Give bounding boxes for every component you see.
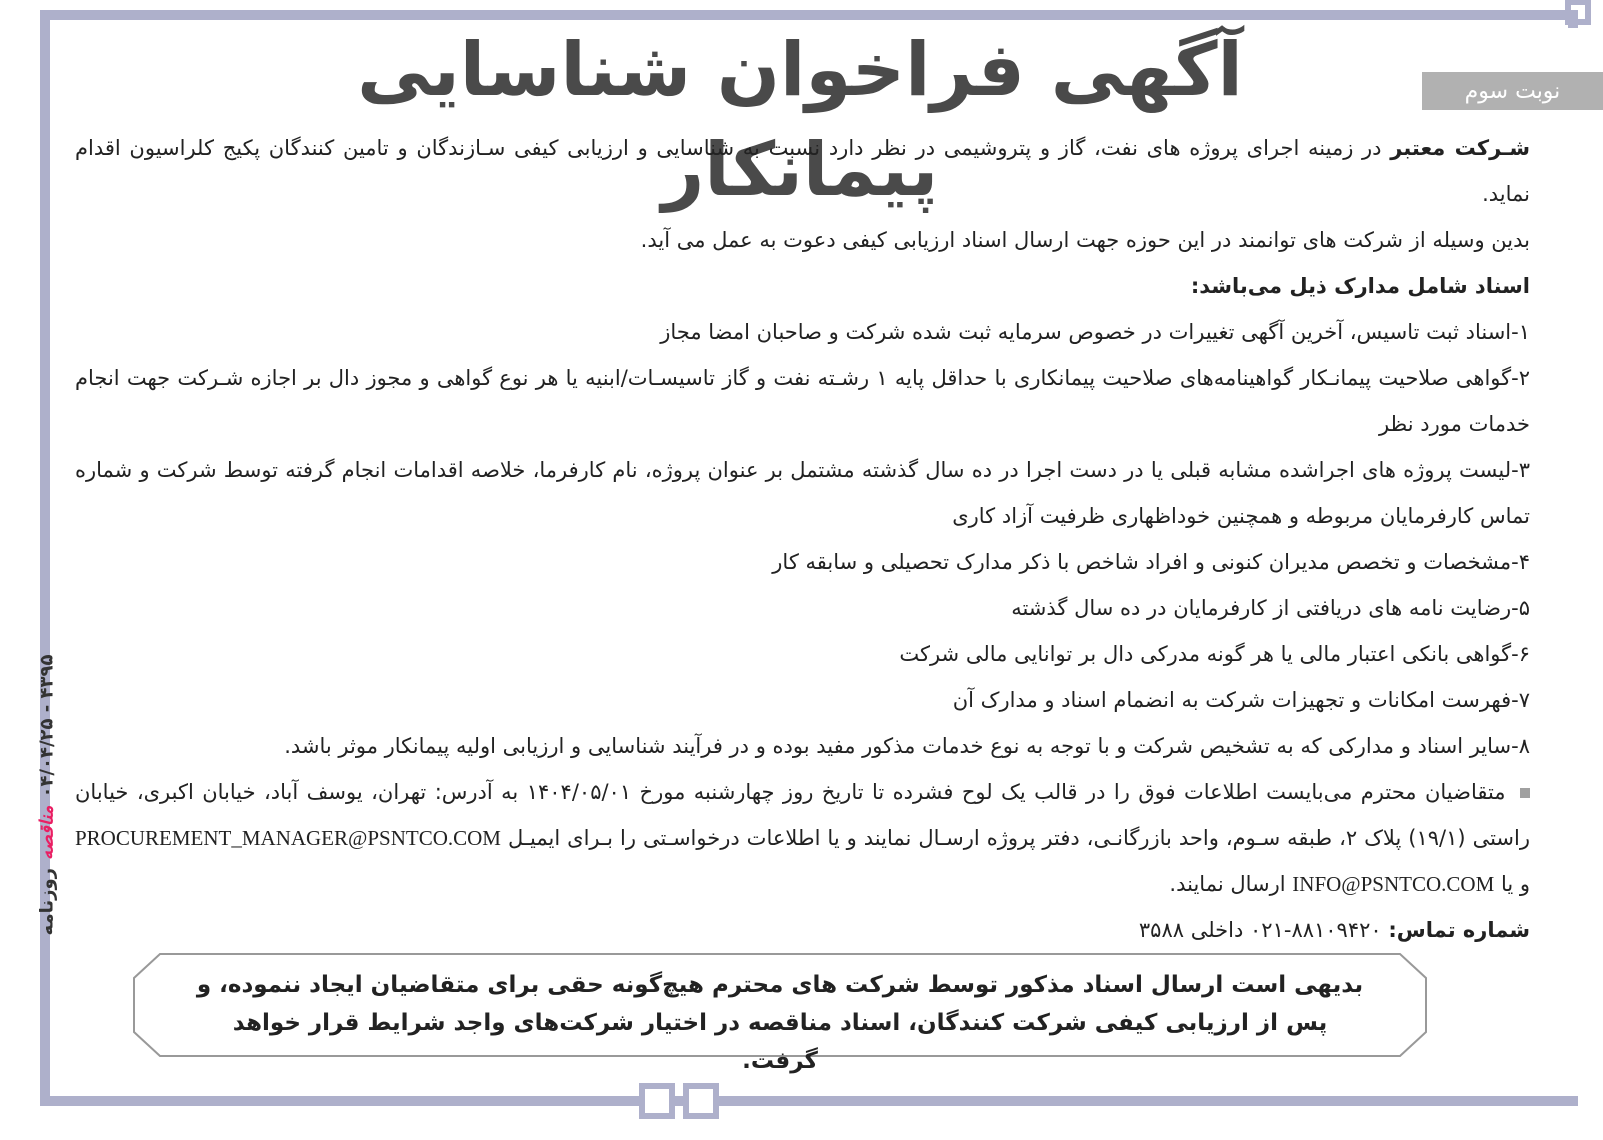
- submission-text-1: متقاضیان محترم می‌بایست اطلاعات فوق را در قالب یک لوح فشرده تا تاریخ روز چهارشنبه مورخ ۱۴۰۴/۰۵/۰۱ به آدرس: تهران، یوسف آباد، خیابان اکبری، خیابان راستی (۱۹/۱) پلاک ۲، طبقه سـوم، واحد بازرگانـی، دفتر پروژه ارسـال نمایند و یا اطلاعات درخواسـتی را بـرای ایمیـل: [75, 780, 1530, 850]
- submission-text-2: و یا: [1500, 872, 1530, 896]
- disclaimer-text: بدیهی است ارسال اسناد مذکور توسط شرکت های محترم هیچ‌گونه حقی برای متقاضیان ایجاد ننموده، و پس از ارزیابی کیفی شرکت کنندگان، اسناد مناقصه در اختیار شرکت‌های واجد شرایط قرار خواهد گرفت.: [196, 972, 1364, 1074]
- document-item-5: ۵-رضایت نامه های دریافتی از کارفرمایان در ده سال گذشته: [1011, 596, 1530, 620]
- corner-ornament-icon: [1560, 0, 1600, 40]
- issue-number: ۰۴/۰۴/۲۵ - ۴۳۹۵: [36, 654, 58, 798]
- intro-line-2: بدین وسیله از شرکت های توانمند در این حوزه جهت ارسال اسناد ارزیابی کیفی دعوت به عمل می آید.: [640, 228, 1530, 252]
- newspaper-brand: مناقصه: [36, 805, 58, 860]
- bottom-ornament-icon: [638, 1080, 720, 1120]
- submission-paragraph: [75, 769, 1530, 907]
- info-email[interactable]: INFO@PSNTCO.COM: [1292, 872, 1495, 896]
- document-item-7: ۷-فهرست امکانات و تجهیزات شرکت به انضمام اسناد و مدارک آن: [952, 688, 1530, 712]
- contact-line: [75, 907, 1530, 953]
- frame-bottom-border: [40, 1096, 1578, 1106]
- submission-text-3: ارسال نمایند.: [1169, 872, 1286, 896]
- procurement-email[interactable]: PROCUREMENT_MANAGER@PSNTCO.COM: [75, 826, 501, 850]
- documents-heading: اسناد شامل مدارک ذیل می‌باشد:: [1190, 274, 1530, 298]
- page-title: آگهی فراخوان شناسایی پیمانکار: [357, 27, 1243, 213]
- disclaimer-box: [132, 952, 1428, 1074]
- contact-value: ۸۸۱۰۹۴۲۰-۰۲۱ داخلی ۳۵۸۸: [1138, 918, 1382, 942]
- document-item-3: ۳-لیست پروژه های اجراشده مشابه قبلی یا در دست اجرا در ده سال گذشته مشتمل بر عنوان پروژه، نام کارفرما، خلاصه اقدامات انجام گرفته توسط شرکت و شماره تماس کارفرمایان مربوطه و همچنین خوداظهاری ظرفیت آزاد کاری: [75, 458, 1530, 528]
- contact-label: شماره تماس:: [1388, 918, 1530, 942]
- frame-top-border: [40, 10, 1578, 20]
- document-item-1: ۱-اسناد ثبت تاسیس، آخرین آگهی تغییرات در خصوص سرمایه ثبت شده شرکت و صاحبان امضا مجاز: [660, 320, 1530, 344]
- document-item-6: ۶-گواهی بانکی اعتبار مالی یا هر گونه مدرکی دال بر توانایی مالی شرکت: [899, 642, 1530, 666]
- announcement-body: [75, 125, 1530, 953]
- round-badge: نوبت سوم: [1422, 72, 1603, 110]
- newspaper-side-strip: [22, 640, 72, 950]
- document-item-2: ۲-گواهی صلاحیت پیمانـکار گواهینامه‌های صلاحیت پیمانکاری با حداقل پایه ۱ رشـته نفت و گاز تاسیسـات/ابنیه یا هر نوع گواهی و مجوز دال بر اجازه شـرکت جهت انجام خدمات مورد نظر: [75, 366, 1531, 436]
- intro-line-1: [75, 125, 1530, 217]
- newspaper-label: روزنامه: [36, 867, 58, 936]
- intro-text-1: در زمینه اجرای پروژه های نفت، گاز و پتروشیمی در نظر دارد نسبت به شناسایی و ارزیابی کیفی سـازندگان و تامین کنندگان پکیج کلراسیون اقدام نماید.: [75, 136, 1530, 206]
- document-item-8: ۸-سایر اسناد و مدارکی که به تشخیص شرکت و با توجه به نوع خدمات مذکور مفید بوده و در فرآیند شناسایی و ارزیابی اولیه پیمانکار موثر باشد.: [284, 734, 1530, 758]
- document-item-4: ۴-مشخصات و تخصص مدیران کنونی و افراد شاخص با ذکر مدارک تحصیلی و سابقه کار: [772, 550, 1530, 574]
- square-bullet-icon: [1520, 788, 1530, 798]
- company-label: شـرکت معتبر: [1390, 136, 1530, 160]
